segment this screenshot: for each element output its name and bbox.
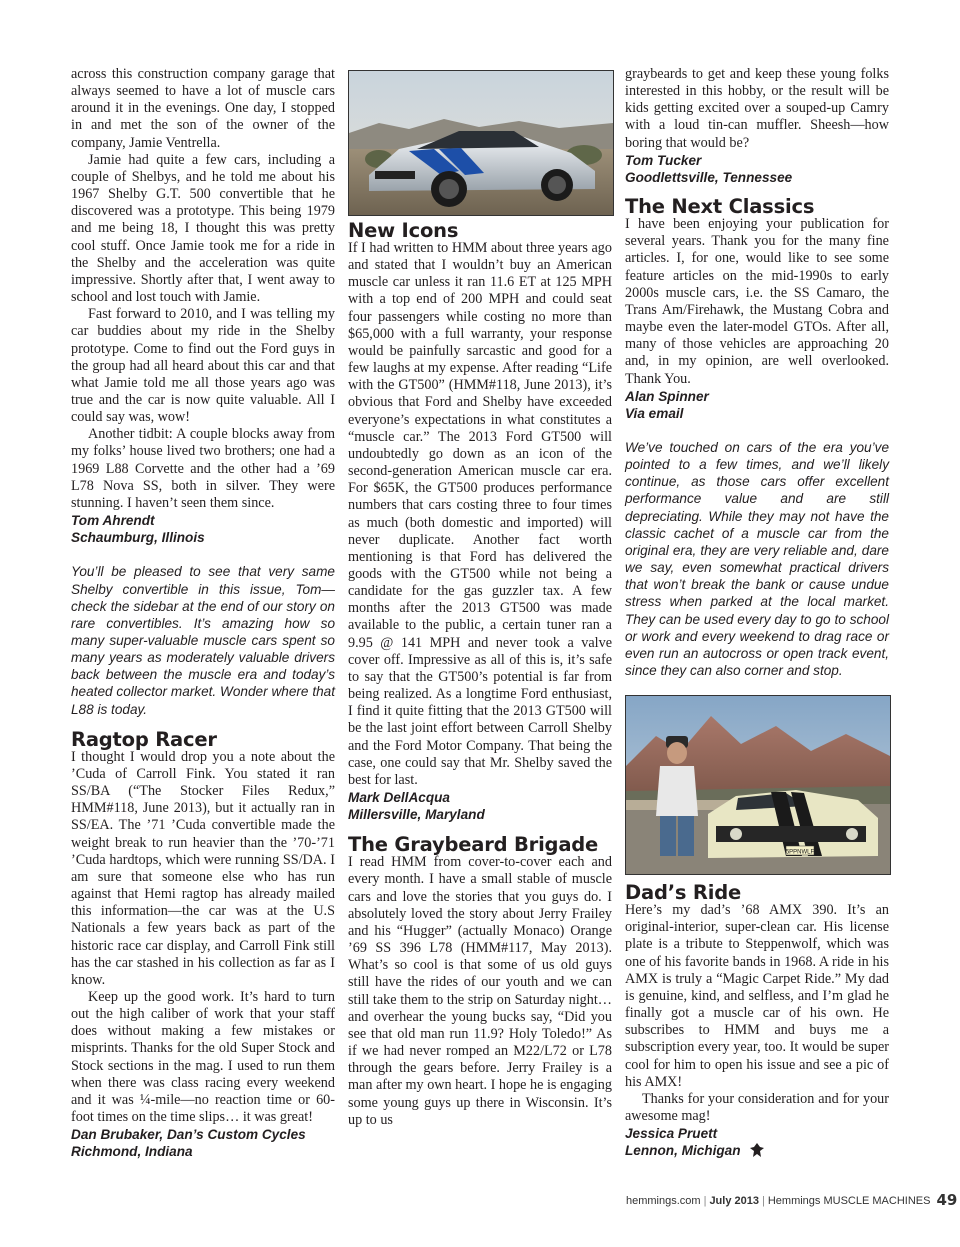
footer-pub-title: MUSCLE MACHINES <box>823 1195 931 1207</box>
signature-place: Richmond, Indiana <box>71 1144 193 1160</box>
footer-pub-brand: Hemmings <box>767 1195 821 1207</box>
footer-site: hemmings.com <box>626 1195 701 1207</box>
letter-paragraph: Thanks for your consideration and for your awesome mag! <box>625 1090 889 1125</box>
column-3 <box>625 66 889 1160</box>
signature-name: Dan Brubaker, Dan’s Custom Cycles <box>71 1127 306 1143</box>
letter-paragraph: Jamie had quite a few cars, including a couple of Shelbys, and he told me about his 1967 Shelby G.T. 500 convertible that he discovered was a prototype. This being 1979 and me being 18, I thought this was pretty cool stuff. Once Jamie took me for a ride in the Shelby and the acceleration was quite impressive. Shortly after that, I went away to school and lost touch with Jamie. <box>71 151 335 306</box>
signature-place-text: Lennon, Michigan <box>625 1143 741 1159</box>
signature-name: Jessica Pruett <box>625 1126 718 1142</box>
section-heading-graybeard-brigade: The Graybeard Brigade <box>348 833 599 857</box>
section-heading-new-icons: New Icons <box>348 219 459 242</box>
letter-paragraph: If I had written to HMM about three years ago and stated that I wouldn’t buy an American muscle car unless it ran 11.6 ET at 125 MPH with a top end of 200 MPH and could seat four passengers while costing no more than $65,000 with a full warranty, your response would be painfully sarcastic and good for a few laughs at my expense. After reading “Life with the GT500” (HMM#118, June 2013), it’s obvious that Ford and Shelby have exceeded everyone’s expectations in what constitutes a “muscle car.” The 2013 Ford GT500 will undoubtedly go down as an icon of the second-generation American muscle car era. For $65K, the GT500 produces performance numbers that cars costing three to four times as much (both domestic and imported) will never duplicate. Another fact worth mentioning is that Ford has delivered the goods with the GT500 while not being a candidate for the gas guzzler tax. A few months after the 2013 GT500 was made available to the public, a certain tuner ran a 9.95 @ 141 MPH and never took a valve cover off. Impressive as all of this is, it’s safe to say that the GT500’s potential is far from being realized. As a longtime Ford enthusiast, I find it quite fitting that the 2013 GT500 will be the last joint effort between Carroll Shelby and the Ford Motor Company. That being the case, one could say that Mr. Shelby saved the best for last. <box>348 240 612 788</box>
editor-reply: You’ll be pleased to see that very same Shelby convertible in this issue, Tom—check the sidebar at the end of our story on rare convertibles. It’s amazing how so many super-valuable muscle cars spent so many years as moderately valuable drivers back between the muscle era and today’s heated collector market. Wonder where that L88 is today. <box>71 564 335 717</box>
end-mark-icon <box>750 1143 764 1157</box>
column-2 <box>348 70 612 1129</box>
signature-place: Goodlettsville, Tennessee <box>625 169 793 185</box>
letter-paragraph: across this construction company garage that always seemed to have a lot of muscle cars around it in the evenings. One day, I stopped in and met the son of the owner of the company, Jamie Ventrella. <box>71 66 335 151</box>
amx-photo <box>625 695 891 875</box>
signature-name: Alan Spinner <box>625 388 709 404</box>
signature-place <box>625 1142 889 1159</box>
page-footer: hemmings.com | July 2013 | Hemmings MUSCLE MACHINES 49 <box>626 1191 958 1209</box>
letter-paragraph: Here’s my dad’s ’68 AMX 390. It’s an original-interior, super-clean car. His license plate is a tribute to Steppenwolf, which was one of his favorite bands in 1968. A ride in his AMX is truly a “Magic Carpet Ride.” My dad is genuine, kind, and selfless, and I’m glad he finally got a muscle car of his own. He subscribes to HMM and buys me a subscription every year, too. It would be super cool for him to open his issue and see a pic of his AMX! <box>625 902 889 1090</box>
section-heading-next-classics: The Next Classics <box>625 195 815 219</box>
signature-name: Tom Tucker <box>625 152 702 168</box>
section-heading-dads-ride: Dad’s Ride <box>625 881 741 905</box>
letter-paragraph: graybeards to get and keep these young folks interested in this hobby, or the result will be kids getting excited over a souped-up Camry with a loud tin-can muffler. Sheesh—how boring that would be? <box>625 66 889 151</box>
page-number: 49 <box>936 1191 958 1209</box>
footer-issue: July 2013 <box>709 1195 759 1207</box>
letter-paragraph: I read HMM from cover-to-cover each and every month. I have a small stable of muscle cars and love the stories that you guys do. I absolutely loved the story about Jerry Frailey and his “Hugger” (actually Monaco) Orange ’69 SS 396 L78 (HMM#117, May 2013). What’s so cool is that some of us old guys still have the rides of our youth and we can still take them to the strip on Saturday night… and overhear the young bucks say, “Did you see that old man run 11.9? Holy Toledo!” As if we had never romped an M22/L72 or L78 through the gears before. Jerry Frailey is a man after my own heart. I hope he is engaging some young guys up there in Wisconsin. It’s up to us <box>348 854 612 1128</box>
signature-place: Schaumburg, Illinois <box>71 530 205 546</box>
letter-paragraph: Fast forward to 2010, and I was telling my car buddies about my ride in the Shelby prototype. Come to find out the Ford guys in the group had all heard about this car and that what Jamie told me all those years ago was true and the car is now quite valuable. All I could say was, wow! <box>71 306 335 426</box>
signature-place: Via email <box>625 405 684 421</box>
letter-paragraph: I thought I would drop you a note about the ’Cuda of Carroll Fink. You stated it ran SS/BA (“The Stocker Files Redux,” HMM#118, June 2013), but it actually ran in SS/EA. The ’71 ’Cuda convertible made the weight break to run heavier than the ’70-’71 ’Cuda hardtops, which were running SS/DA. I am sure that someone else who has run against that Hemi ragtop has already mailed this information—the car was at the U.S Nationals a few years back as part of the historic race car display, and Carroll Fink still has the car stashed in his collection as far as I know. <box>71 748 335 988</box>
signature-name: Tom Ahrendt <box>71 513 155 529</box>
section-heading-ragtop-racer: Ragtop Racer <box>71 727 217 751</box>
editor-reply: We’ve touched on cars of the era you’ve pointed to a few times, and we’ll likely continue, as those cars offer excellent performance value and are still depreciating. While they may not have the classic cachet of a muscle car from the original era, they are very reliable and, dare we say, even somewhat practical drivers that won’t break the bank or cause undue stress when parked at the local market. They can be used every day to go to school or work and every weekend to drag race or even run an autocross or open track event, since they can also corner and stop. <box>625 439 889 678</box>
column-1 <box>71 66 335 1161</box>
signature-place: Millersville, Maryland <box>348 807 485 823</box>
signature-name: Mark DellAcqua <box>348 790 450 805</box>
license-plate-text: 5PPNWLF <box>785 849 815 856</box>
shelby-gt500-photo <box>348 70 614 216</box>
letter-paragraph: Another tidbit: A couple blocks away from my folks’ house lived two brothers; one had a 1969 L88 Corvette and the other had a ’69 L78 Nova SS, both in silver. They were stunning. I haven’t seen them since. <box>71 426 335 511</box>
letter-paragraph: I have been enjoying your publication for several years. Thank you for the many fine articles. I, for one, would like to see some feature articles on the mid-1990s to early 2000s muscle cars, i.e. the SS Camaro, the Trans Am/Firehawk, the Mustang Cobra and maybe even the later-model GTOs. After all, many of those vehicles are approaching 20 and, in my opinion, are well overlooked. Thank You. <box>625 216 889 387</box>
letter-paragraph: Keep up the good work. It’s hard to turn out the high caliber of work that your staff does without making a few mistakes or misprints. Thanks for the old Super Stock and Stock sections in the mag. I used to run them when there was class racing every weekend and it was ¼-mile—no reaction time or 60-foot times on the time slips… it was great! <box>71 988 335 1126</box>
